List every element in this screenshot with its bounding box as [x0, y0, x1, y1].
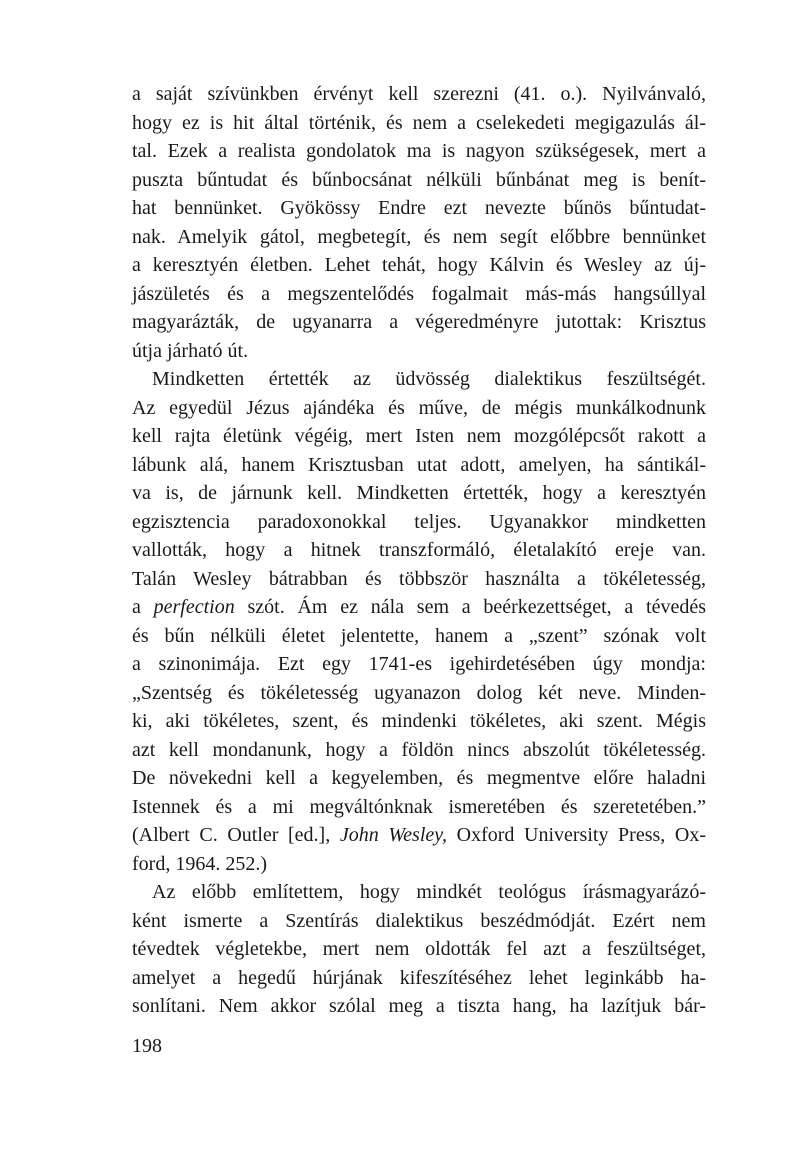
- paragraph-1: [132, 80, 706, 365]
- text-line: Talán Wesley bátrabban és többször használta a tökéletesség,: [132, 567, 706, 590]
- text-line: ként ismerte a Szentírás dialektikus beszédmódját. Ezért nem: [132, 909, 706, 932]
- paragraph-2: [132, 365, 706, 878]
- page-body: [132, 80, 706, 1021]
- text-line: Az egyedül Jézus ajándéka és műve, de mégis munkálkodnunk: [132, 396, 706, 419]
- text-line: ford, 1964. 252.): [132, 852, 267, 875]
- text-line: a keresztyén életben. Lehet tehát, hogy Kálvin és Wesley az új-: [132, 254, 706, 276]
- text-line: azt kell mondanunk, hogy a földön nincs abszolút tökéletesség.: [132, 738, 706, 761]
- text-line: „Szentség és tökéletesség ugyanazon dolog két neve. Minden-: [132, 681, 706, 704]
- text-line: ki, aki tökéletes, szent, és mindenki tökéletes, aki szent. Mégis: [132, 710, 706, 732]
- text-line: a szinonimája. Ezt egy 1741-es igehirdetésében úgy mondja:: [132, 653, 706, 675]
- italic-phrase: John Wesley,: [339, 824, 448, 846]
- text-line: és bűn nélküli életet jelentette, hanem a „szent” szónak volt: [132, 624, 706, 647]
- text-line: hogy ez is hit által történik, és nem a cselekedeti megigazulás ál-: [132, 111, 706, 134]
- text-line: tal. Ezek a realista gondolatok ma is nagyon szükségesek, mert a: [132, 140, 706, 162]
- text-line: magyarázták, de ugyanarra a végeredményre jutottak: Krisztus: [132, 311, 706, 333]
- text-line: nak. Amelyik gátol, megbetegít, és nem segít előbbre bennünket: [132, 225, 706, 248]
- text-line: kell rajta életünk végéig, mert Isten nem mozgólépcsőt rakott a: [132, 425, 706, 447]
- text-line: egzisztencia paradoxonokkal teljes. Ugyanakkor mindketten: [132, 510, 706, 533]
- text-line: tévedtek végletekbe, mert nem oldották fel azt a feszültséget,: [132, 938, 706, 960]
- text-line: hat bennünket. Gyökössy Endre ezt nevezte bűnös bűntudat-: [132, 197, 706, 219]
- text-line: Mindketten értették az üdvösség dialektikus feszültségét.: [152, 368, 706, 390]
- text-line-italic: (Albert C. Outler [ed.], John Wesley, Oxford University Press, Ox-: [132, 824, 707, 846]
- text-line: De növekedni kell a kegyelemben, és megmentve előre haladni: [132, 767, 706, 789]
- text-line: jászületés és a megszentelődés fogalmait más-más hangsúllyal: [132, 282, 706, 305]
- page-number: 198: [132, 1035, 162, 1057]
- text-line-italic: a perfection szót. Ám ez nála sem a beérkezettséget, a tévedés: [132, 596, 706, 618]
- text-line: amelyet a hegedű húrjának kifeszítéséhez lehet leginkább ha-: [132, 966, 706, 989]
- italic-phrase: perfection: [153, 596, 235, 618]
- text-line: útja járható út.: [132, 339, 249, 362]
- paragraph-3: [132, 878, 706, 1021]
- text-line: Istennek és a mi megváltónknak ismeretében és szeretetében.”: [132, 795, 706, 818]
- text-line: lábunk alá, hanem Krisztusban utat adott, amelyen, ha sántikál-: [132, 453, 706, 476]
- text-line: puszta bűntudat és bűnbocsánat nélküli bűnbánat meg is benít-: [132, 168, 706, 191]
- text-line: sonlítani. Nem akkor szólal meg a tiszta hang, ha lazítjuk bár-: [132, 995, 706, 1017]
- text-line: a saját szívünkben érvényt kell szerezni (41. o.). Nyilvánvaló,: [132, 83, 706, 105]
- text-line: Az előbb említettem, hogy mindkét teológus írásmagyarázó-: [152, 881, 706, 903]
- text-line: vallották, hogy a hitnek transzformáló, életalakító ereje van.: [132, 539, 706, 561]
- text-line: va is, de járnunk kell. Mindketten értették, hogy a keresztyén: [132, 482, 706, 504]
